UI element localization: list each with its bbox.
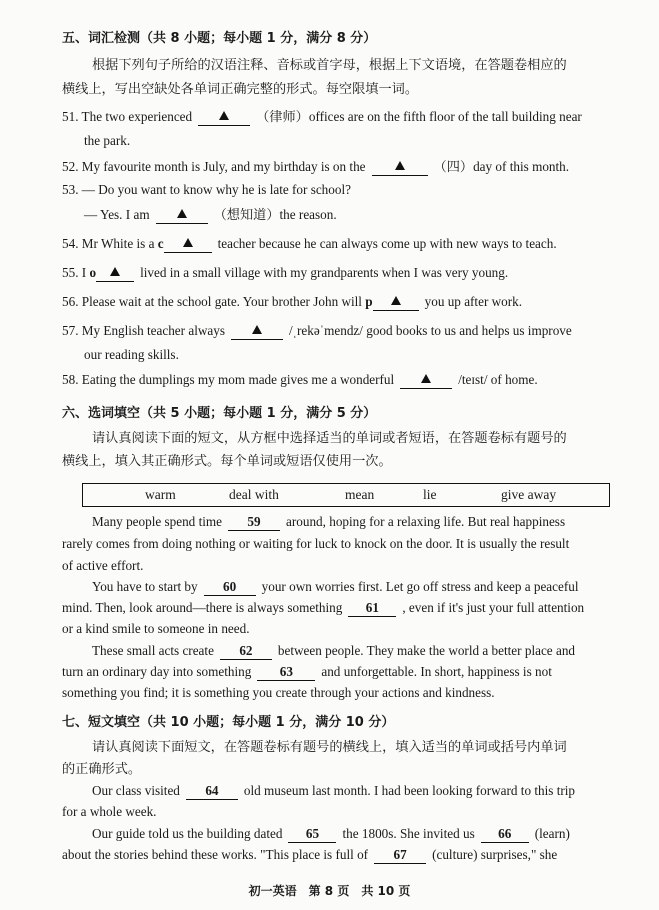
answer-blank-54[interactable]	[164, 236, 212, 253]
answer-blank-65[interactable]: 65	[288, 826, 336, 843]
passage-1-line-2: rarely comes from doing nothing or waiting for luck to knock on the door. It is usually the result	[62, 536, 570, 551]
section-5-instruction-1: 根据下列句子所给的汉语注释、音标或首字母，根据上下文语境，在答题卷相应的	[92, 57, 567, 72]
answer-blank-53[interactable]	[156, 207, 208, 224]
section-7-instruction-1: 请认真阅读下面短文，在答题卷标有题号的横线上，填入适当的单词或括号内单词	[92, 739, 567, 754]
answer-blank-61[interactable]: 61	[348, 600, 396, 617]
answer-blank-59[interactable]: 59	[228, 514, 280, 531]
answer-blank-66[interactable]: 66	[481, 826, 529, 843]
page-footer: 初一英语 第 8 页 共 10 页	[248, 884, 411, 898]
section-6-instruction-2: 横线上，填入其正确形式。每个单词或短语仅使用一次。	[62, 453, 392, 468]
answer-blank-67[interactable]: 67	[374, 847, 426, 864]
word-bank-box	[82, 483, 610, 507]
passage-2-line-3: or a kind smile to someone in need.	[62, 621, 250, 636]
triangle-icon	[395, 161, 405, 170]
passage-3-line-2: turn an ordinary day into something 63 and unforgettable. In short, happiness is not	[62, 664, 552, 679]
answer-blank-51[interactable]	[198, 109, 250, 126]
passage-4-line-1: Our class visited 64 old museum last month. I had been looking forward to this trip	[92, 783, 576, 798]
section-5-title: 五、词汇检测（共 8 小题；每小题 1 分，满分 8 分）	[62, 31, 377, 46]
word-bank-item: mean	[345, 487, 375, 502]
passage-5-line-1: Our guide told us the building dated 65 the 1800s. She invited us 66 (learn)	[92, 826, 570, 841]
passage-2-line-1: You have to start by 60 your own worries first. Let go off stress and keep a peaceful	[92, 579, 579, 594]
answer-blank-64[interactable]: 64	[186, 783, 238, 800]
answer-blank-60[interactable]: 60	[204, 579, 256, 596]
question-53-dialogue-2: — Yes. I am （想知道）the reason.	[84, 207, 337, 222]
passage-1-line-1: Many people spend time 59 around, hoping for a relaxing life. But real happiness	[92, 514, 566, 529]
answer-blank-55[interactable]	[96, 265, 134, 282]
word-bank-item: deal with	[229, 487, 279, 502]
triangle-icon	[183, 238, 193, 247]
question-53-dialogue-1: 53. — Do you want to know why he is late for school?	[62, 182, 351, 197]
question-51: 51. The two experienced （律师）offices are on the fifth floor of the tall building near	[62, 109, 582, 124]
triangle-icon	[110, 267, 120, 276]
triangle-icon	[421, 374, 431, 383]
passage-4-line-2: for a whole week.	[62, 804, 157, 819]
answer-blank-57[interactable]	[231, 323, 283, 340]
question-58: 58. Eating the dumplings my mom made gives me a wonderful /teɪst/ of home.	[62, 372, 538, 387]
word-bank-item: warm	[145, 487, 176, 502]
answer-blank-62[interactable]: 62	[220, 643, 272, 660]
section-6-title: 六、选词填空（共 5 小题；每小题 1 分，满分 5 分）	[62, 406, 377, 421]
passage-5-line-2: about the stories behind these works. "This place is full of 67 (culture) surprises," she	[62, 847, 558, 862]
section-6-instruction-1: 请认真阅读下面的短文，从方框中选择适当的单词或者短语，在答题卷标有题号的	[92, 430, 567, 445]
question-51-continued: the park.	[84, 133, 131, 148]
answer-blank-52[interactable]	[372, 159, 428, 176]
triangle-icon	[219, 111, 229, 120]
passage-1-line-3: of active effort.	[62, 558, 144, 573]
question-57-continued: our reading skills.	[84, 347, 179, 362]
question-55: 55. I o lived in a small village with my grandparents when I was very young.	[62, 265, 509, 280]
answer-blank-63[interactable]: 63	[257, 664, 315, 681]
triangle-icon	[391, 296, 401, 305]
passage-3-line-3: something you find; it is something you create through your actions and kindness.	[62, 685, 495, 700]
question-52: 52. My favourite month is July, and my birthday is on the （四）day of this month.	[62, 159, 570, 174]
section-7-instruction-2: 的正确形式。	[62, 761, 142, 776]
passage-2-line-2: mind. Then, look around—there is always something 61 , even if it's just your full attention	[62, 600, 585, 615]
question-57: 57. My English teacher always /ˌrekəˈmendz/ good books to us and helps us improve	[62, 323, 572, 338]
word-bank-item: give away	[501, 487, 557, 502]
question-56: 56. Please wait at the school gate. Your brother John will p you up after work.	[62, 294, 523, 309]
answer-blank-56[interactable]	[373, 294, 419, 311]
answer-blank-58[interactable]	[400, 372, 452, 389]
question-54: 54. Mr White is a c teacher because he can always come up with new ways to teach.	[62, 236, 557, 251]
triangle-icon	[177, 209, 187, 218]
section-5-instruction-2: 横线上，写出空缺处各单词正确完整的形式。每空限填一词。	[62, 81, 419, 96]
word-bank-item: lie	[423, 487, 437, 502]
section-7-title: 七、短文填空（共 10 小题；每小题 1 分，满分 10 分）	[62, 715, 395, 730]
passage-3-line-1: These small acts create 62 between people. They make the world a better place and	[92, 643, 576, 658]
triangle-icon	[252, 325, 262, 334]
